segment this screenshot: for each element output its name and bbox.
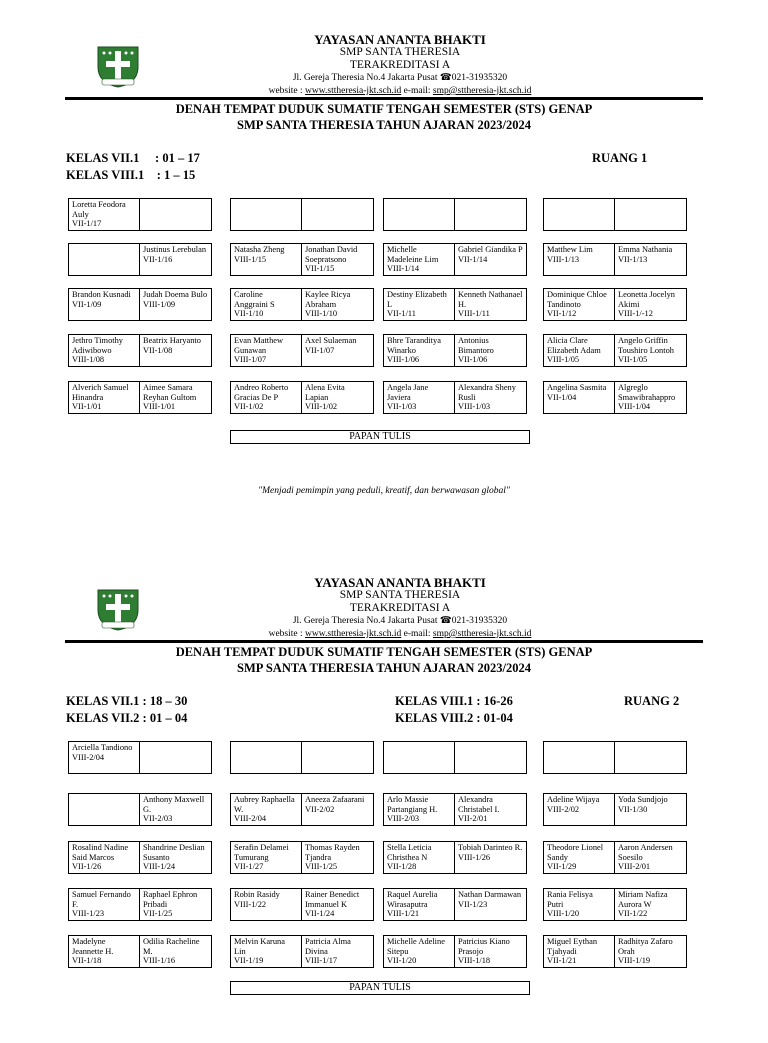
desk-pair xyxy=(383,288,527,321)
seat-occupied: Natasha Zheng VIII-1/15 xyxy=(230,243,302,276)
desk-pair xyxy=(543,334,687,367)
desk-pair xyxy=(543,243,687,276)
class-range-c: KELAS VIII.1 : 16-26 xyxy=(395,694,513,708)
desk-pair xyxy=(68,935,212,968)
doc-subtitle: SMP SANTA THERESIA TAHUN AJARAN 2023/2024 xyxy=(237,118,531,132)
seat-empty xyxy=(455,741,527,774)
seat-occupied: Bhre Tarandityа Winarko VIII-1/06 xyxy=(383,334,455,367)
address-line: Jl. Gereja Theresia No.4 Jakarta Pusat ☎021-31935320 xyxy=(292,616,508,626)
seat-empty xyxy=(68,243,140,276)
seat-occupied: Theodore Lionel Sandy VII-1/29 xyxy=(543,841,615,874)
seat-occupied: Angela Jane Javiera VII-1/03 xyxy=(383,381,455,414)
org-name: YAYASAN ANANTA BHAKTI xyxy=(314,32,486,47)
class-range-b: KELAS VIII.1 : 1 – 15 xyxy=(66,168,196,182)
seat-empty xyxy=(383,741,455,774)
seat-empty xyxy=(615,741,687,774)
class-range-a: KELAS VII.1 : 01 – 17 xyxy=(66,151,200,165)
seat-occupied: Leonetta Jocelyn Akimi VIII-1/-12 xyxy=(615,288,687,321)
class-range-a: KELAS VII.1 : 18 – 30 xyxy=(66,694,188,708)
accreditation: TERAKREDITASI A xyxy=(349,59,451,71)
desk-pair xyxy=(383,198,527,231)
desk-pair xyxy=(230,793,374,826)
whiteboard-label: PAPAN TULIS xyxy=(230,981,530,995)
seat-occupied: Matthew Lim VIII-1/13 xyxy=(543,243,615,276)
desk-pair xyxy=(383,381,527,414)
desk-pair xyxy=(383,888,527,921)
seat-occupied: Andreo Roberto Gracias De P VII-1/02 xyxy=(230,381,302,414)
desk-pair xyxy=(230,288,374,321)
letterhead xyxy=(150,576,650,641)
seat-occupied: Alena Evita Lapian VIII-1/02 xyxy=(302,381,374,414)
seat-occupied: Stella Leticia Christhea N VII-1/28 xyxy=(383,841,455,874)
desk-pair xyxy=(68,198,212,231)
seat-occupied: Dominique Chloe Tandinoto VII-1/12 xyxy=(543,288,615,321)
desk-pair xyxy=(68,741,212,774)
seat-occupied: Patricia Alma Divina VIII-1/17 xyxy=(302,935,374,968)
seat-occupied: Judah Doema Bulo VIII-1/09 xyxy=(140,288,212,321)
seat-occupied: Miguel Eythan Tjahyadi VII-1/21 xyxy=(543,935,615,968)
seat-occupied: Samuel Fernando F. VIII-1/23 xyxy=(68,888,140,921)
desk-pair xyxy=(543,741,687,774)
room-label: RUANG 2 xyxy=(624,694,680,708)
seat-occupied: Gabriel Giandika P VII-1/14 xyxy=(455,243,527,276)
seat-occupied: Adeline Wijaya VIII-2/02 xyxy=(543,793,615,826)
org-name: YAYASAN ANANTA BHAKTI xyxy=(314,575,486,590)
seat-occupied: Yoda Sundjojo VII-1/30 xyxy=(615,793,687,826)
doc-title: DENAH TEMPAT DUDUK SUMATIF TENGAH SEMESTER (STS) GENAP xyxy=(175,102,593,116)
seat-empty xyxy=(383,198,455,231)
seat-occupied: Michelle Adeline Sitepu VII-1/20 xyxy=(383,935,455,968)
address-line: Jl. Gereja Theresia No.4 Jakarta Pusat ☎021-31935320 xyxy=(292,73,508,83)
email-link[interactable]: smp@sttheresia-jkt.sch.id xyxy=(432,629,532,639)
seat-occupied: Madelyne Jeannette H. VII-1/18 xyxy=(68,935,140,968)
seat-occupied: Miriam Nafiza Aurora W VII-1/22 xyxy=(615,888,687,921)
seat-occupied: Jethro Timothy Adiwibowo VIII-1/08 xyxy=(68,334,140,367)
doc-title: DENAH TEMPAT DUDUK SUMATIF TENGAH SEMESTER (STS) GENAP xyxy=(175,645,593,659)
class-range-d: KELAS VIII.2 : 01-04 xyxy=(395,711,513,725)
seat-occupied: Aaron Andersen Soesilo VIII-2/01 xyxy=(615,841,687,874)
desk-pair xyxy=(68,243,212,276)
seat-occupied: Brandon Kusnadi VII-1/09 xyxy=(68,288,140,321)
desk-pair xyxy=(68,841,212,874)
email-link[interactable]: smp@sttheresia-jkt.sch.id xyxy=(432,86,532,96)
seat-occupied: Loretta Feodora Auly VII-1/17 xyxy=(68,198,140,231)
seat-occupied: Raphael Ephron Pribadi VII-1/25 xyxy=(140,888,212,921)
desk-pair xyxy=(230,381,374,414)
seating-sheet-room-2 xyxy=(0,543,768,1043)
desk-pair xyxy=(68,888,212,921)
school-motto: "Menjadi pemimpin yang peduli, kreatif, dan berwawasan global" xyxy=(258,486,510,496)
desk-pair xyxy=(230,198,374,231)
desk-pair xyxy=(543,288,687,321)
seat-occupied: Arlo Massie Partangiang H. VIII-2/03 xyxy=(383,793,455,826)
seat-empty xyxy=(140,741,212,774)
desk-pair xyxy=(543,888,687,921)
seat-occupied: Radhitya Zafaro Orah VIII-1/19 xyxy=(615,935,687,968)
seat-occupied: Shandrine Deslian Susanto VIII-1/24 xyxy=(140,841,212,874)
desk-pair xyxy=(230,334,374,367)
seat-occupied: Rania Felisya Putri VIII-1/20 xyxy=(543,888,615,921)
desk-pair xyxy=(383,841,527,874)
seat-occupied: Melvin Karuna Lin VII-1/19 xyxy=(230,935,302,968)
seat-occupied: Arciella Tandiono VIII-2/04 xyxy=(68,741,140,774)
desk-pair xyxy=(68,793,212,826)
seat-occupied: Angelo Griffin Toushiro Lontoh VII-1/05 xyxy=(615,334,687,367)
seat-occupied: Kenneth Nathanael H. VIII-1/11 xyxy=(455,288,527,321)
seat-occupied: Jonathan David Soepratsono VII-1/15 xyxy=(302,243,374,276)
whiteboard-label: PAPAN TULIS xyxy=(230,430,530,444)
desk-pair xyxy=(230,935,374,968)
seat-occupied: Aimee Samara Reyhan Gultom VIII-1/01 xyxy=(140,381,212,414)
seat-occupied: Serafin Delamei Tumurang VII-1/27 xyxy=(230,841,302,874)
seat-occupied: Michelle Madeleine Lim VIII-1/14 xyxy=(383,243,455,276)
seat-empty xyxy=(302,741,374,774)
seat-occupied: Destiny Elizabeth L VII-1/11 xyxy=(383,288,455,321)
seat-occupied: Algreglo Smawibrahappro VIII-1/04 xyxy=(615,381,687,414)
header-divider xyxy=(65,97,703,100)
seat-occupied: Patricius Kiano Prasojo VIII-1/18 xyxy=(455,935,527,968)
seat-empty xyxy=(230,198,302,231)
website-link[interactable]: www.sttheresia-jkt.sch.id xyxy=(305,629,402,639)
seat-occupied: Antonius Bimantoro VII-1/06 xyxy=(455,334,527,367)
contact-line: website : www.sttheresia-jkt.sch.id e-mail: smp@sttheresia-jkt.sch.id xyxy=(268,86,532,96)
seat-empty xyxy=(230,741,302,774)
seat-occupied: Justinus Lerebulan VII-1/16 xyxy=(140,243,212,276)
desk-pair xyxy=(230,888,374,921)
seat-occupied: Aneeza Zafaarani VII-2/02 xyxy=(302,793,374,826)
desk-pair xyxy=(230,841,374,874)
seat-occupied: Alicia Clare Elizabeth Adam VIII-1/05 xyxy=(543,334,615,367)
seat-occupied: Alexandra Christabel I. VII-2/01 xyxy=(455,793,527,826)
seat-empty xyxy=(543,198,615,231)
seat-occupied: Rainer Benedict Immanuel K VII-1/24 xyxy=(302,888,374,921)
seat-occupied: Rosalind Nadine Said Marcos VII-1/26 xyxy=(68,841,140,874)
school-logo-icon xyxy=(94,586,142,632)
school-name: SMP SANTA THERESIA xyxy=(339,589,461,601)
seat-empty xyxy=(543,741,615,774)
seat-occupied: Evan Matthew Gunawan VIII-1/07 xyxy=(230,334,302,367)
seat-occupied: Odilia Racheline M. VIII-1/16 xyxy=(140,935,212,968)
desk-pair xyxy=(383,334,527,367)
header-divider xyxy=(65,640,703,643)
seat-occupied: Kaylee Ricya Abraham VIII-1/10 xyxy=(302,288,374,321)
desk-pair xyxy=(68,288,212,321)
contact-line: website : www.sttheresia-jkt.sch.id e-mail: smp@sttheresia-jkt.sch.id xyxy=(268,629,532,639)
desk-pair xyxy=(230,243,374,276)
desk-pair xyxy=(543,198,687,231)
desk-pair xyxy=(383,741,527,774)
seat-empty xyxy=(140,198,212,231)
seat-occupied: Caroline Anggraini S VII-1/10 xyxy=(230,288,302,321)
desk-pair xyxy=(543,793,687,826)
seat-occupied: Nathan Darmawan VII-1/23 xyxy=(455,888,527,921)
school-logo-icon xyxy=(94,43,142,89)
seat-occupied: Raquel Aurelia Wirasaputra VIII-1/21 xyxy=(383,888,455,921)
seat-occupied: Alverich Samuel Hinandra VII-1/01 xyxy=(68,381,140,414)
room-label: RUANG 1 xyxy=(592,151,648,165)
desk-pair xyxy=(383,935,527,968)
school-name: SMP SANTA THERESIA xyxy=(339,46,461,58)
phone-icon: ☎ xyxy=(439,73,452,83)
doc-subtitle: SMP SANTA THERESIA TAHUN AJARAN 2023/2024 xyxy=(237,661,531,675)
seat-occupied: Axel Sulaeman VII-1/07 xyxy=(302,334,374,367)
desk-pair xyxy=(543,381,687,414)
seat-empty xyxy=(68,793,140,826)
seat-occupied: Robin Rasidy VIII-1/22 xyxy=(230,888,302,921)
seat-occupied: Aubrey Raphaella W. VIII-2/04 xyxy=(230,793,302,826)
desk-pair xyxy=(68,381,212,414)
desk-pair xyxy=(383,243,527,276)
accreditation: TERAKREDITASI A xyxy=(349,602,451,614)
seat-occupied: Thomas Rayden Tjandra VIII-1/25 xyxy=(302,841,374,874)
seat-occupied: Tobiah Darinteo R. VIII-1/26 xyxy=(455,841,527,874)
seat-empty xyxy=(455,198,527,231)
phone-icon: ☎ xyxy=(439,616,452,626)
seating-sheet-room-1 xyxy=(0,0,768,500)
website-link[interactable]: www.sttheresia-jkt.sch.id xyxy=(305,86,402,96)
desk-pair xyxy=(383,793,527,826)
letterhead xyxy=(150,33,650,98)
class-range-b: KELAS VII.2 : 01 – 04 xyxy=(66,711,188,725)
seat-occupied: Emma Nathania VII-1/13 xyxy=(615,243,687,276)
seat-empty xyxy=(302,198,374,231)
seat-occupied: Anthony Maxwell G. VII-2/03 xyxy=(140,793,212,826)
desk-pair xyxy=(543,841,687,874)
seat-occupied: Angelina Sasmita VII-1/04 xyxy=(543,381,615,414)
desk-pair xyxy=(543,935,687,968)
desk-pair xyxy=(68,334,212,367)
desk-pair xyxy=(230,741,374,774)
seat-occupied: Alexandra Sheny Rusli VIII-1/03 xyxy=(455,381,527,414)
seat-empty xyxy=(615,198,687,231)
seat-occupied: Beatrix Haryanto VII-1/08 xyxy=(140,334,212,367)
